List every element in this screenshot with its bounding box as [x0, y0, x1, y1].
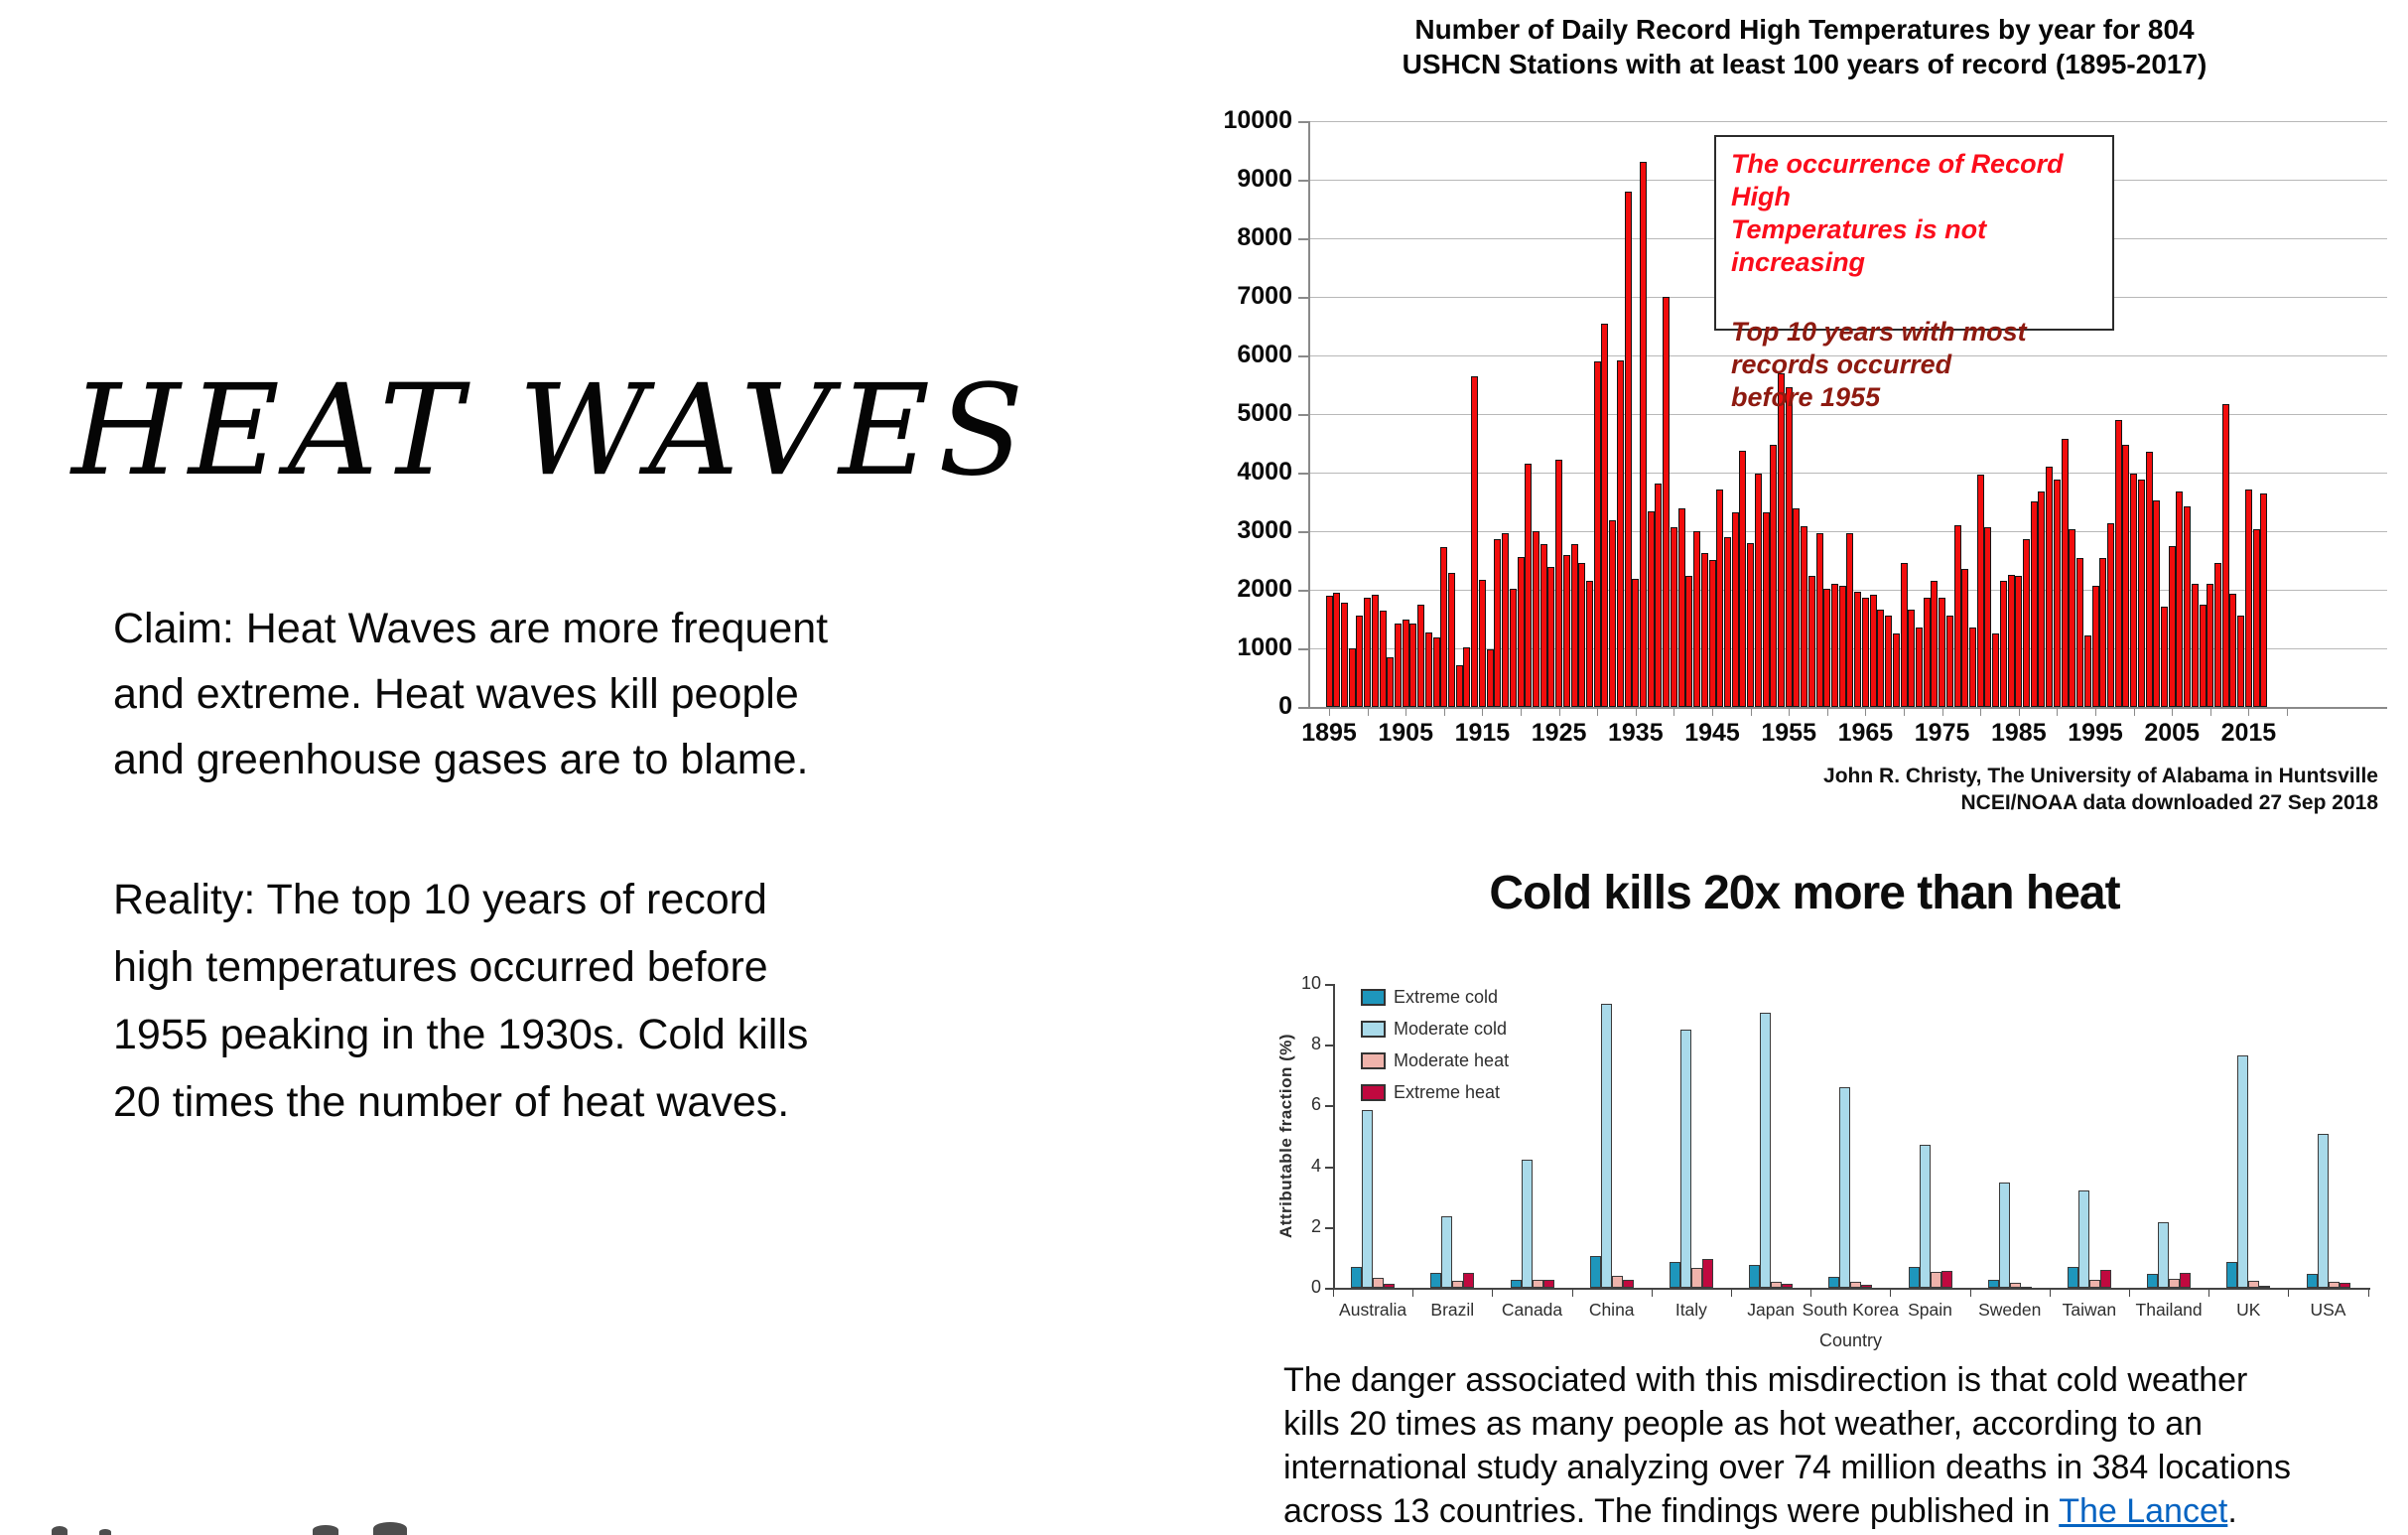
attributable-fraction-bar	[2318, 1134, 2329, 1288]
x-group-tick	[1652, 1290, 1653, 1297]
x-tick-label: 1945	[1684, 719, 1740, 747]
attributable-fraction-bar	[2237, 1055, 2248, 1288]
y-tick-label: 10000	[1223, 106, 1292, 134]
country-label: South Korea	[1802, 1300, 1899, 1320]
lancet-paragraph	[1283, 1358, 2291, 1533]
y-tick	[1325, 1167, 1333, 1169]
x-group-tick	[2129, 1290, 2130, 1297]
claim-line: Claim: Heat Waves are more frequent	[113, 605, 829, 652]
attributable-fraction-bar	[2068, 1267, 2078, 1288]
attributable-fraction-bar	[1749, 1265, 1760, 1288]
country-label: Taiwan	[2062, 1300, 2117, 1320]
attributable-fraction-bar	[2147, 1274, 2158, 1288]
attributable-fraction-bar	[1533, 1280, 1543, 1288]
attributable-fraction-bar	[1771, 1282, 1782, 1288]
attributable-fraction-bar	[1999, 1183, 2010, 1288]
attributable-fraction-bar	[1590, 1256, 1601, 1288]
x-tick-label: 1895	[1301, 719, 1357, 747]
claim-line: and greenhouse gases are to blame.	[113, 736, 809, 783]
record-high-chart-title-line: Number of Daily Record High Temperatures by year for 804	[1414, 14, 2195, 45]
paragraph-line: The danger associated with this misdirection is that cold weather	[1283, 1361, 2248, 1399]
country-label: Japan	[1747, 1300, 1795, 1320]
attributable-fraction-bar	[2248, 1281, 2259, 1288]
y-tick-label: 9000	[1237, 165, 1292, 193]
x-tick-label: 1975	[1914, 719, 1970, 747]
legend-swatch	[1361, 989, 1386, 1006]
attributable-fraction-bar	[1430, 1273, 1441, 1288]
attributable-fraction-bar	[1543, 1280, 1554, 1288]
attributable-fraction-bar	[2259, 1286, 2270, 1288]
attributable-fraction-bar	[1920, 1145, 1931, 1288]
x-group-tick	[1572, 1290, 1573, 1297]
chart-source-line: NCEI/NOAA data downloaded 27 Sep 2018	[1960, 791, 2378, 814]
country-label: Canada	[1501, 1300, 1563, 1320]
x-group-tick	[2288, 1290, 2289, 1297]
attributable-fraction-bar	[1760, 1013, 1771, 1288]
legend-swatch	[1361, 1021, 1386, 1038]
country-label: Brazil	[1430, 1300, 1475, 1320]
y-tick-label: 2000	[1237, 575, 1292, 603]
x-tick-label: 1925	[1531, 719, 1587, 747]
attributable-fraction-bar	[1522, 1160, 1533, 1288]
annotation-line: Temperatures is not increasing	[1731, 214, 1987, 277]
y-tick	[1325, 1105, 1333, 1107]
country-label: China	[1588, 1300, 1635, 1320]
y-tick-label: 8	[1310, 1034, 1321, 1054]
attributable-fraction-bar	[2226, 1262, 2237, 1288]
y-tick-label: 7000	[1237, 282, 1292, 310]
y-tick-label: 6000	[1237, 341, 1292, 368]
legend-label: Extreme cold	[1394, 987, 1499, 1007]
y-tick	[1325, 1288, 1333, 1290]
reality-line: high temperatures occurred before	[113, 943, 768, 991]
y-tick-label: 2	[1310, 1215, 1321, 1236]
page-title: HEAT WAVES	[71, 357, 1032, 503]
x-group-tick	[2368, 1290, 2369, 1297]
attributable-fraction-bar	[2010, 1283, 2021, 1288]
y-tick	[1325, 1045, 1333, 1047]
x-tick-label: 1905	[1378, 719, 1433, 747]
cropped-text-fragment	[373, 1522, 407, 1535]
x-tick-label: 1935	[1607, 719, 1664, 747]
y-tick-label: 1000	[1237, 633, 1292, 661]
attributable-fraction-bar	[1463, 1273, 1474, 1288]
paragraph-text: .	[2227, 1492, 2237, 1530]
country-label: Italy	[1674, 1300, 1707, 1320]
attributable-fraction-bar	[2158, 1222, 2169, 1288]
attributable-fraction-bar	[1702, 1259, 1713, 1288]
attributable-fraction-bar	[2307, 1274, 2318, 1288]
attributable-fraction-bar	[1441, 1216, 1452, 1288]
attributable-fraction-bar	[2180, 1273, 2191, 1288]
attributable-fraction-bar	[1839, 1087, 1850, 1288]
attributable-fraction-bar	[2329, 1282, 2340, 1288]
chart-source-line: John R. Christy, The University of Alabama in Huntsville	[1823, 765, 2378, 787]
attributable-fraction-bar	[1909, 1267, 1920, 1288]
record-high-chart-title-line: USHCN Stations with at least 100 years of record (1895-2017)	[1402, 49, 2207, 79]
country-label: Thailand	[2135, 1300, 2203, 1320]
attributable-fraction-bar	[1362, 1110, 1373, 1288]
x-tick-label: 1915	[1454, 719, 1511, 747]
claim-line: and extreme. Heat waves kill people	[113, 670, 799, 718]
attributable-fraction-bar	[2089, 1280, 2100, 1288]
attributable-fraction-bar	[1452, 1281, 1463, 1288]
legend-swatch	[1361, 1084, 1386, 1101]
cropped-text-fragment	[52, 1526, 67, 1535]
country-label: Australia	[1339, 1300, 1407, 1320]
attributable-fraction-bar	[1782, 1284, 1793, 1288]
y-tick	[1325, 1227, 1333, 1229]
x-axis-title: Country	[1818, 1330, 1883, 1350]
x-group-tick	[2208, 1290, 2209, 1297]
attributable-fraction-bar	[1601, 1004, 1612, 1288]
attributable-fraction-bar	[1691, 1268, 1702, 1288]
y-tick-label: 8000	[1237, 223, 1292, 251]
legend-label: Extreme heat	[1394, 1082, 1501, 1102]
attributable-fraction-bar	[2100, 1270, 2111, 1288]
y-tick-label: 4	[1310, 1155, 1321, 1176]
cold-kills-chart-title: Cold kills 20x more than heat	[1489, 867, 2120, 919]
country-label: USA	[2310, 1300, 2346, 1320]
legend-label: Moderate cold	[1394, 1019, 1508, 1039]
x-group-tick	[1412, 1290, 1413, 1297]
attributable-fraction-bar	[2169, 1279, 2180, 1288]
attributable-fraction-bar	[1941, 1271, 1952, 1288]
annotation-line: Top 10 years with most records occurred	[1731, 317, 2027, 379]
attributable-fraction-bar	[1384, 1284, 1395, 1288]
lancet-link[interactable]: The Lancet	[2059, 1492, 2228, 1530]
x-axis-line	[1333, 1288, 2370, 1290]
attributable-fraction-bar	[1988, 1280, 1999, 1288]
y-tick	[1325, 984, 1333, 986]
x-group-tick	[1810, 1290, 1811, 1297]
x-group-tick	[1970, 1290, 1971, 1297]
x-group-tick	[1890, 1290, 1891, 1297]
x-tick-label: 1985	[1990, 719, 2047, 747]
cropped-text-fragment	[99, 1529, 111, 1535]
annotation-line: The occurrence of Record High	[1731, 149, 2064, 211]
x-tick-label: 2005	[2144, 719, 2200, 747]
x-group-tick	[2050, 1290, 2051, 1297]
paragraph-line: international study analyzing over 74 million deaths in 384 locations	[1283, 1449, 2291, 1486]
attributable-fraction-bar	[1373, 1278, 1384, 1288]
legend-swatch	[1361, 1052, 1386, 1069]
attributable-fraction-bar	[1850, 1282, 1861, 1288]
attributable-fraction-bar	[1670, 1262, 1680, 1288]
y-tick-label: 10	[1300, 973, 1321, 993]
country-label: Spain	[1908, 1300, 1952, 1320]
paragraph-line	[1283, 1489, 2291, 1533]
x-tick-label: 2015	[2220, 719, 2277, 747]
x-group-tick	[1333, 1290, 1334, 1297]
legend-label: Moderate heat	[1394, 1050, 1510, 1070]
attributable-fraction-bar	[2078, 1190, 2089, 1288]
y-tick-label: 5000	[1237, 399, 1292, 427]
annotation-line: before 1955	[1731, 382, 1881, 412]
country-label: UK	[2236, 1300, 2261, 1320]
y-tick-label: 3000	[1237, 516, 1292, 544]
x-tick-label: 1955	[1761, 719, 1816, 747]
x-tick-label: 1995	[2068, 719, 2123, 747]
y-axis-line	[1333, 984, 1335, 1288]
paragraph-text: across 13 countries. The findings were published in	[1283, 1492, 2060, 1530]
y-axis-title: Attributable fraction (%)	[1276, 1033, 1295, 1239]
attributable-fraction-bar	[1861, 1285, 1872, 1288]
reality-line: Reality: The top 10 years of record	[113, 876, 767, 923]
x-tick-label: 1965	[1837, 719, 1894, 747]
reality-line: 1955 peaking in the 1930s. Cold kills	[113, 1011, 809, 1058]
attributable-fraction-bar	[1828, 1277, 1839, 1288]
attributable-fraction-bar	[2340, 1283, 2350, 1288]
y-tick-label: 6	[1310, 1094, 1321, 1115]
attributable-fraction-bar	[1623, 1280, 1634, 1288]
country-label: Sweden	[1978, 1300, 2042, 1320]
attributable-fraction-bar	[1931, 1272, 1941, 1288]
x-group-tick	[1492, 1290, 1493, 1297]
attributable-fraction-bar	[1612, 1276, 1623, 1288]
y-tick-label: 0	[1310, 1277, 1321, 1297]
y-tick-label: 4000	[1237, 458, 1292, 486]
attributable-fraction-bar	[1351, 1267, 1362, 1288]
attributable-fraction-bar	[1511, 1280, 1522, 1288]
attributable-fraction-bar	[2021, 1287, 2032, 1289]
y-tick-label: 0	[1278, 692, 1292, 720]
attributable-fraction-bar	[1680, 1030, 1691, 1288]
x-group-tick	[1731, 1290, 1732, 1297]
reality-line: 20 times the number of heat waves.	[113, 1078, 790, 1126]
paragraph-line: kills 20 times as many people as hot weather, according to an	[1283, 1405, 2204, 1443]
cropped-text-fragment	[313, 1525, 338, 1535]
